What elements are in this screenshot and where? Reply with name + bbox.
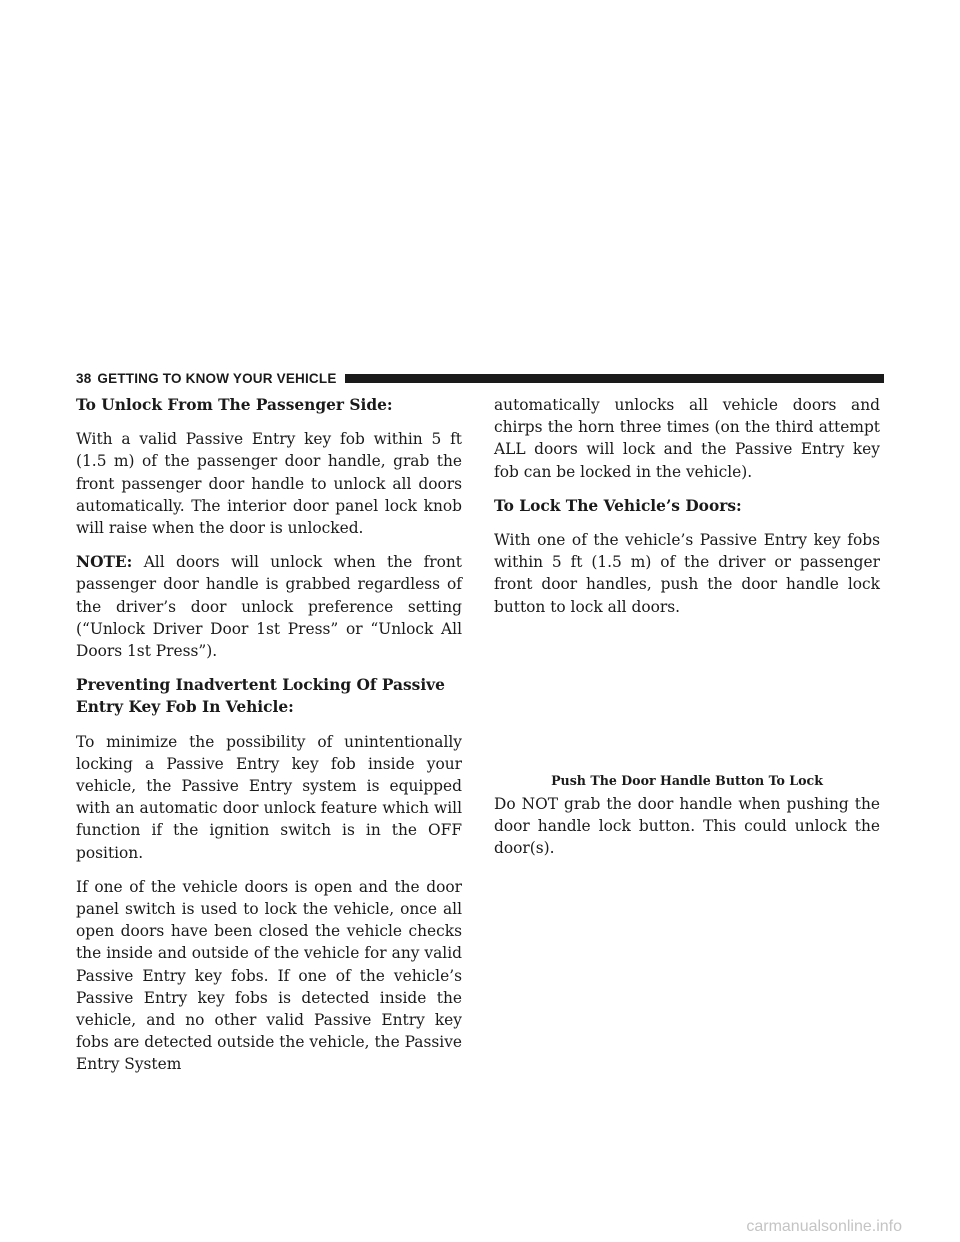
note-paragraph xyxy=(76,551,462,662)
left-column xyxy=(76,394,462,1088)
heading-unlock-passenger-side: To Unlock From The Passenger Side: xyxy=(76,396,393,414)
note-text: All doors will unlock when the front passenger door handle is grabbed regardless of the driver’s door unlock preference setting (“Unlock Driver Door 1st Press” or “Unlock All Doors 1st Press”). xyxy=(76,553,462,661)
watermark: carmanualsonline.info xyxy=(746,1218,902,1235)
figure-caption: Push The Door Handle Button To Lock xyxy=(551,773,823,788)
page-header xyxy=(76,370,884,386)
heading-preventing-locking: Preventing Inadvertent Locking Of Passive Entry Key Fob In Vehicle: xyxy=(76,676,445,717)
paragraph-lock-doors: With one of the vehicle’s Passive Entry key fobs within 5 ft (1.5 m) of the driver or passenger front door handles, push the door handle lock button to lock all doors. xyxy=(494,531,880,616)
paragraph-unlock-passenger: With a valid Passive Entry key fob within 5 ft (1.5 m) of the passenger door handle, grab the front passenger door handle to unlock all doors automatically. The interior door panel lock knob will raise when the door is unlocked. xyxy=(76,430,462,538)
note-label: NOTE: xyxy=(76,553,133,572)
paragraph-minimize-locking: To minimize the possibility of unintentionally locking a Passive Entry key fob inside your vehicle, the Passive Entry system is equipped with an automatic door unlock feature which will function if the ignition switch is in the OFF position. xyxy=(76,732,462,862)
paragraph-door-open: If one of the vehicle doors is open and the door panel switch is used to lock the vehicle, once all open doors have been closed the vehicle checks the inside and outside of the vehicle for any valid Passive Entry key fobs. If one of the vehicle’s Passive Entry key fobs is detected inside the vehicle, and no other valid Passive Entry key fobs are detected outside the vehicle, the Passive Entry System xyxy=(76,877,462,1074)
figure-door-handle xyxy=(494,560,880,765)
header-rule xyxy=(345,374,884,383)
heading-lock-doors: To Lock The Vehicle’s Doors: xyxy=(494,496,742,515)
paragraph-do-not-grab: Do NOT grab the door handle when pushing the door handle lock button. This could unlock the door(s). xyxy=(494,795,880,858)
page-number: 38 xyxy=(76,370,92,386)
warning-text-block xyxy=(494,793,880,860)
paragraph-auto-unlock: automatically unlocks all vehicle doors and chirps the horn three times (on the third attempt ALL doors will lock and the Passive Entry key fob can be locked in the vehicle). xyxy=(494,396,880,481)
section-title: GETTING TO KNOW YOUR VEHICLE xyxy=(97,370,337,386)
